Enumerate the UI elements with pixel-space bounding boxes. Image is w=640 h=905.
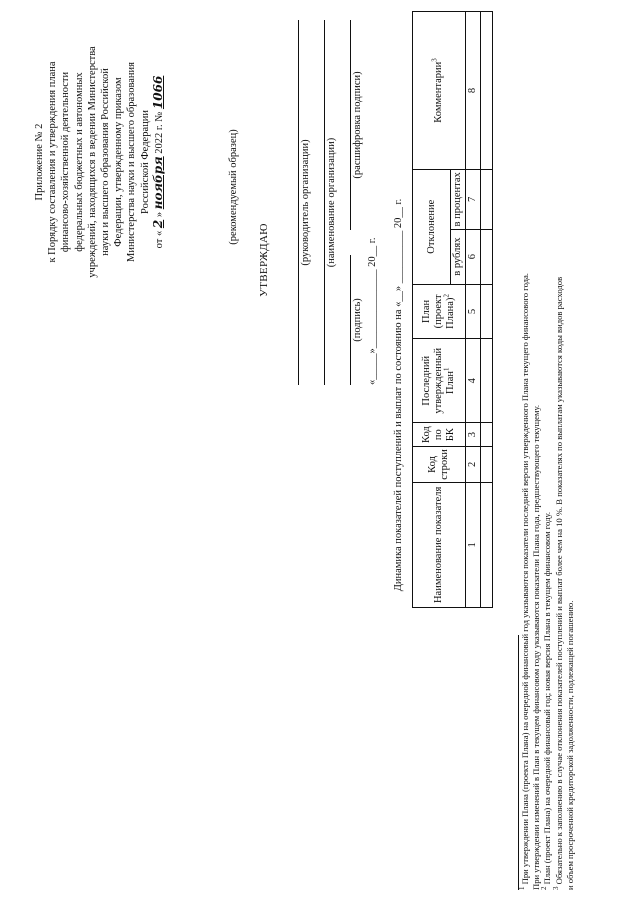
- appendix-number: Приложение № 2: [34, 123, 45, 201]
- signature-line: [350, 255, 351, 385]
- footnote: $^2$ План (проект Плана) на очередной финансовый год; новая версия Плана в текущем финансовом году.: [540, 511, 553, 890]
- col-number: 4: [466, 339, 481, 423]
- approve-title: УТВЕРЖДАЮ: [258, 223, 270, 297]
- approve-date: «_____»_______________ 20__ г.: [367, 237, 378, 385]
- handwritten-month: ноября: [150, 156, 165, 210]
- header-rubles: в рублях: [451, 229, 466, 284]
- handwritten-order-number: 1066: [150, 75, 165, 110]
- header-percent: в процентах: [451, 169, 466, 229]
- header-last-plan: Последний утвержденный План$^1$: [413, 339, 466, 423]
- org-line: [324, 20, 325, 385]
- col-number: 3: [466, 423, 481, 447]
- decoding-label: (расшифровка подписи): [352, 71, 363, 179]
- col-number: 8: [466, 12, 481, 170]
- footnote: При утверждении изменений в План в текущем финансовом году указываются показатели Плана года, предшествующего текущему.: [531, 404, 542, 890]
- header-line: Федерации, утвержденному приказом: [113, 77, 125, 247]
- org-label: (наименование организации): [326, 137, 337, 268]
- footnotes: [520, 0, 576, 890]
- header-name: Наименование показателя: [413, 482, 466, 607]
- table-empty-row: [481, 12, 493, 608]
- footnote: и объем просроченной кредиторской задолженности, подлежащей погашению.: [564, 600, 575, 890]
- signature-label: (подпись): [352, 298, 363, 342]
- table-title: Динамика показателей поступлений и выплат по состоянию на «__» __________ 20__ г.: [393, 198, 404, 592]
- header-bk-code: Код по БК: [413, 423, 466, 447]
- col-number: 5: [466, 284, 481, 339]
- col-number: 2: [466, 447, 481, 483]
- header-comment: Комментарии$^3$: [413, 12, 466, 170]
- appendix-header: [33, 17, 166, 307]
- header-line: учреждений, находящихся в ведении Министерства: [86, 46, 98, 278]
- header-line: Российской Федерации: [139, 110, 151, 214]
- indicators-table: [412, 11, 493, 608]
- table-header-row: [413, 12, 451, 608]
- col-number: 7: [466, 169, 481, 229]
- header-line: Министерства науки и высшего образования: [126, 61, 138, 263]
- header-line: к Порядку составления и утверждения плана: [47, 61, 59, 263]
- col-number: 6: [466, 229, 481, 284]
- footnote: $^1$ При утверждении Плана (проекта Плана) на очередной финансовый год указываются показатели последней версии утвержденного Плана текущего финансового года.: [518, 273, 530, 890]
- header-deviation: Отклонение: [413, 169, 451, 284]
- header-line: финансово-хозяйственной деятельности: [60, 71, 72, 253]
- head-line: [298, 20, 299, 385]
- footnote: $^3$ Обязательно к заполнению в случае отклонения показателей поступлений и выплат более чем на 10 %. В показателях по выплатам указываются коды видов расходов: [551, 276, 564, 890]
- order-date-line: от « 2 » ноября 2022 г. № 1066: [150, 75, 165, 249]
- handwritten-day: 2: [150, 219, 165, 229]
- col-number: 1: [466, 482, 481, 607]
- header-line: федеральных бюджетных и автономных: [73, 72, 85, 252]
- table-number-row: [466, 12, 481, 608]
- decoding-line: [350, 20, 351, 230]
- recommended-sample-label: (рекомендуемый образец): [228, 129, 239, 245]
- header-line: науки и высшего образования Российской: [100, 68, 112, 256]
- footnote-divider: [518, 635, 519, 890]
- header-plan-draft: План (проект Плана)$^2$: [413, 284, 466, 339]
- head-label: (руководитель организации): [300, 139, 311, 266]
- header-row-code: Код строки: [413, 447, 466, 483]
